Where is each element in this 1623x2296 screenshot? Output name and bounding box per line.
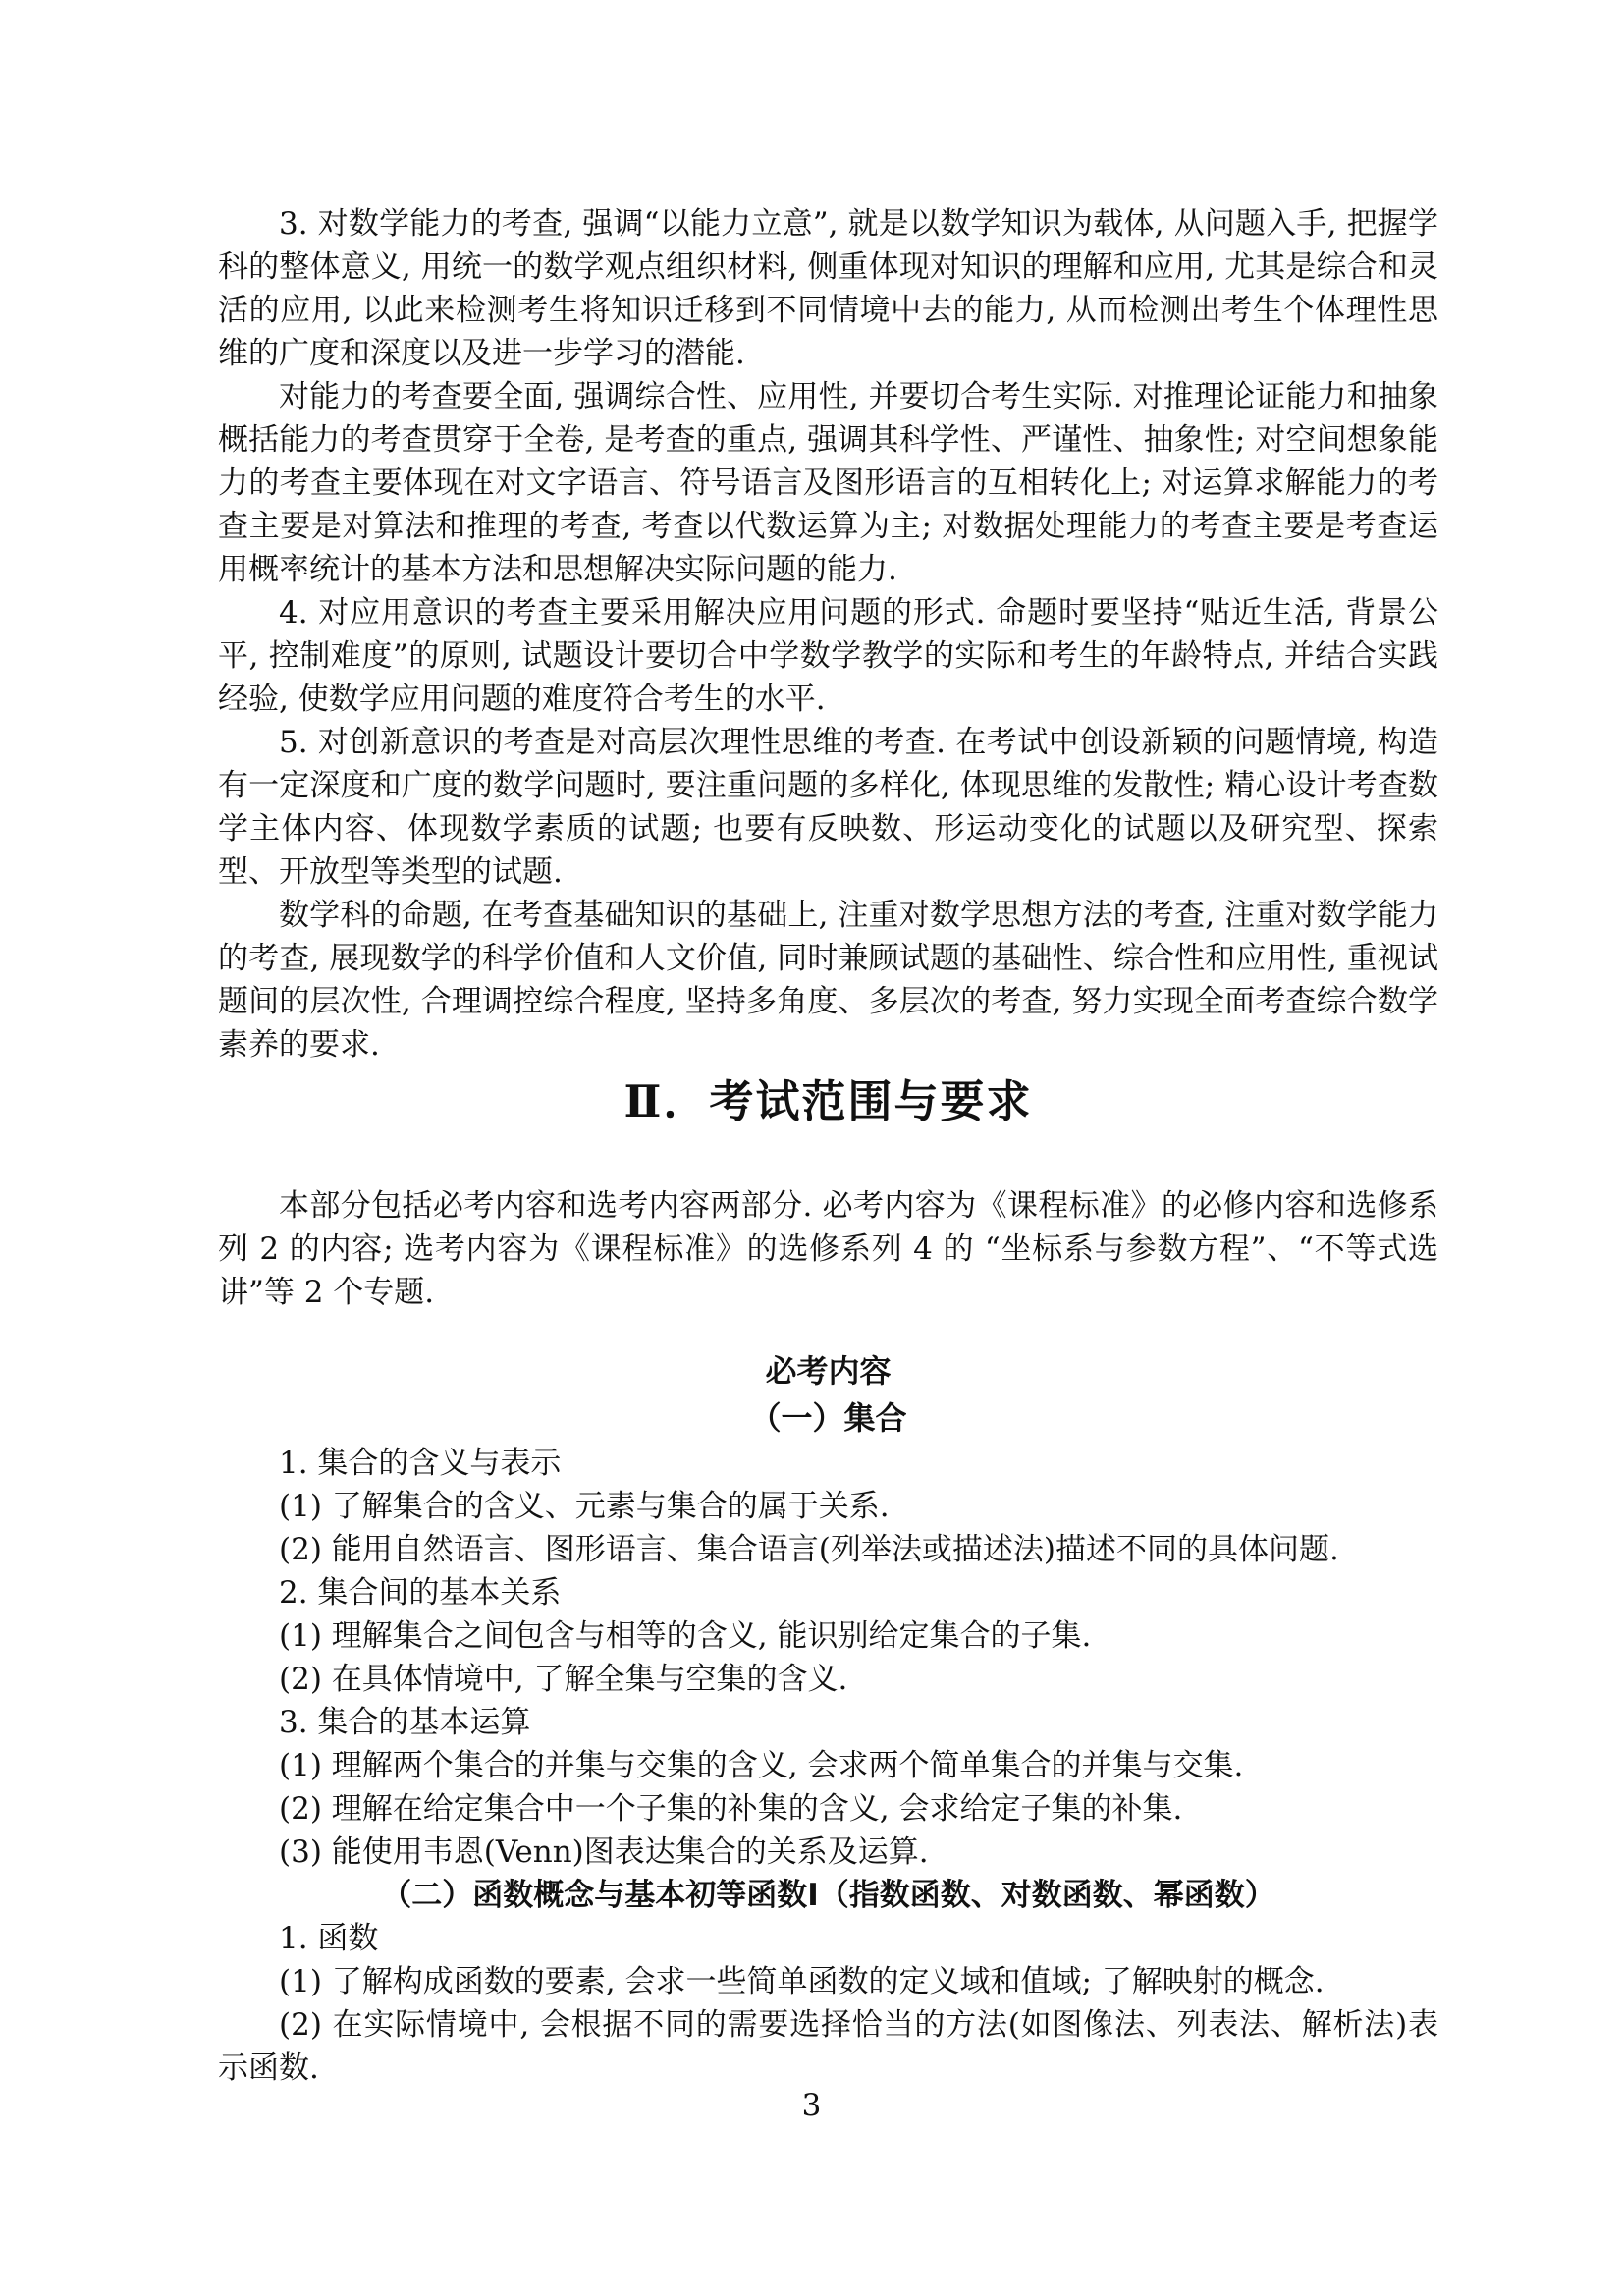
list-item-sets-1-1: (1) 了解集合的含义、元素与集合的属于关系. [279,1489,890,1524]
list-item-sets-3: 3. 集合的基本运算 [279,1705,531,1740]
paragraph-ability-scope: 对能力的考查要全面, 强调综合性、应用性, 并要切合考生实际. 对推理论证能力和抽象概括能力的考查贯穿于全卷, 是考查的重点, 强调其科学性、严谨性、抽象性; 对空间想象能力的考查主要体现在对文字语言、符号语言及图形语言的互相转化上; 对运算求解能力的考查主要是对算法和推理的考查, 考查以代数运算为主; 对数据处理能力的考查主要是考查运用概率统计的基本方法和思想解决实际问题的能力. [218,379,1438,587]
paragraph-proposition-principles: 数学科的命题, 在考查基础知识的基础上, 注重对数学思想方法的考查, 注重对数学能力的考查, 展现数学的科学价值和人文价值, 同时兼顾试题的基础性、综合性和应用性, 重视试题间的层次性, 合理调控综合程度, 坚持多角度、多层次的考查, 努力实现全面考查综合数学素养的要求. [218,898,1438,1063]
list-item-sets-3-2: (2) 理解在给定集合中一个子集的补集的含义, 会求给定子集的补集. [279,1791,1183,1827]
paragraph-application-awareness: 4. 对应用意识的考查主要采用解决应用问题的形式. 命题时要坚持“贴近生活, 背景公平, 控制难度”的原则, 试题设计要切合中学数学教学的实际和考生的年龄特点, 并结合实践经验, 使数学应用问题的难度符合考生的水平. [218,595,1438,717]
list-item-sets-2-1: (1) 理解集合之间包含与相等的含义, 能识别给定集合的子集. [279,1618,1092,1654]
heading-part1-sets: （一）集合 [749,1399,907,1437]
list-item-func-1-1: (1) 了解构成函数的要素, 会求一些简单函数的定义域和值域; 了解映射的概念. [279,1964,1325,1999]
list-item-func-1: 1. 函数 [279,1921,379,1956]
list-item-sets-3-1: (1) 理解两个集合的并集与交集的含义, 会求两个简单集合的并集与交集. [279,1748,1244,1783]
list-item-func-1-2: (2) 在实际情境中, 会根据不同的需要选择恰当的方法(如图像法、列表法、解析法)表示函数. [218,2007,1438,2086]
list-item-sets-2-2: (2) 在具体情境中, 了解全集与空集的含义. [279,1662,848,1697]
page-content [218,202,1438,2090]
heading-required-content: 必考内容 [765,1352,892,1390]
list-item-sets-1: 1. 集合的含义与表示 [279,1446,562,1481]
list-item-sets-3-3: (3) 能使用韦恩(Venn)图表达集合的关系及运算. [279,1834,929,1870]
heading-part2-functions: （二）函数概念与基本初等函数Ⅰ（指数函数、对数函数、幂函数） [381,1878,1275,1913]
paragraph-scope-overview: 本部分包括必考内容和选考内容两部分. 必考内容为《课程标准》的必修内容和选修系列 2 的内容; 选考内容为《课程标准》的选修系列 4 的 “坐标系与参数方程”、“不等式选讲”等 2 个专题. [218,1188,1438,1310]
list-item-sets-1-2: (2) 能用自然语言、图形语言、集合语言(列举法或描述法)描述不同的具体问题. [279,1532,1339,1567]
paragraph-innovation-awareness: 5. 对创新意识的考查是对高层次理性思维的考查. 在考试中创设新颖的问题情境, 构造有一定深度和广度的数学问题时, 要注重问题的多样化, 体现思维的发散性; 精心设计考查数学主体内容、体现数学素质的试题; 也要有反映数、形运动变化的试题以及研究型、探索型、开放型等类型的试题. [218,725,1438,890]
section-title-exam-scope: Ⅱ．考试范围与要求 [623,1075,1033,1127]
page-number: 3 [801,2088,822,2123]
paragraph-math-ability: 3. 对数学能力的考查, 强调“以能力立意”, 就是以数学知识为载体, 从问题入手, 把握学科的整体意义, 用统一的数学观点组织材料, 侧重体现对知识的理解和应用, 尤其是综合和灵活的应用, 以此来检测考生将知识迁移到不同情境中去的能力, 从而检测出考生个体理性思维的广度和深度以及进一步学习的潜能. [218,206,1438,371]
list-item-sets-2: 2. 集合间的基本关系 [279,1575,562,1611]
